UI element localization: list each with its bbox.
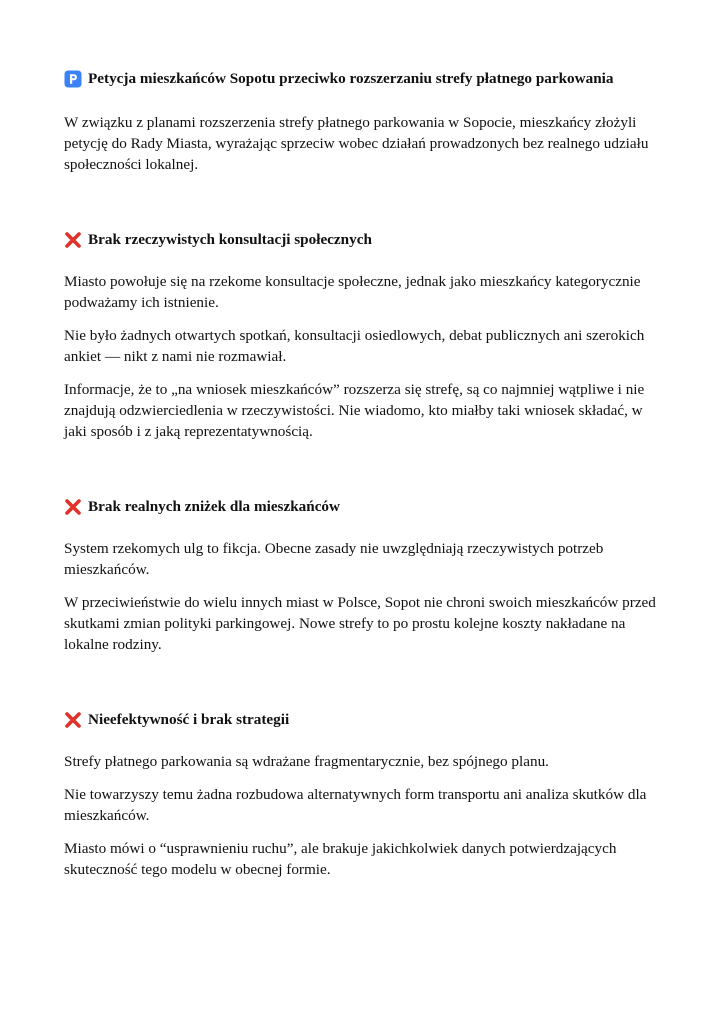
intro-paragraph: W związku z planami rozszerzenia strefy płatnego parkowania w Sopocie, mieszkańcy złożyli petycję do Rady Miasta, wyrażając sprzeciw wobec działań prowadzonych bez realnego udziału społeczności lokalnej. <box>64 114 649 173</box>
section-paragraph: W przeciwieństwie do wielu innych miast w Polsce, Sopot nie chroni swoich mieszkańców przed skutkami zmian polityki parkingowej. Nowe strefy to po prostu kolejne koszty nakładane na lokalne rodziny. <box>64 594 656 653</box>
document-title <box>64 68 664 90</box>
section-heading <box>64 229 664 251</box>
section-heading-text: Brak rzeczywistych konsultacji społecznych <box>88 231 372 248</box>
section-paragraph: Informacje, że to „na wniosek mieszkańców” rozszerza się strefę, są co najmniej wątpliwe i nie znajdują odzwierciedlenia w rzeczywistości. Nie wiadomo, kto miałby taki wniosek składać, w jaki sposób i z jaką reprezentatywnością. <box>64 381 645 440</box>
document-page <box>64 68 664 880</box>
section-heading <box>64 496 664 518</box>
cross-mark-icon <box>64 711 82 729</box>
section-paragraph: Nie było żadnych otwartych spotkań, konsultacji osiedlowych, debat publicznych ani szerokich ankiet — nikt z nami nie rozmawiał. <box>64 327 645 365</box>
cross-mark-icon <box>64 498 82 516</box>
section-discounts <box>64 496 664 655</box>
section-paragraph: Miasto powołuje się na rzekome konsultacje społeczne, jednak jako mieszkańcy kategorycznie podważamy ich istnienie. <box>64 273 641 311</box>
cross-mark-icon <box>64 231 82 249</box>
section-paragraph: Strefy płatnego parkowania są wdrażane fragmentarycznie, bez spójnego planu. <box>64 753 549 770</box>
intro-block <box>64 112 664 175</box>
section-paragraph: Nie towarzyszy temu żadna rozbudowa alternatywnych form transportu ani analiza skutków dla mieszkańców. <box>64 786 647 824</box>
document-title-text: Petycja mieszkańców Sopotu przeciwko rozszerzaniu strefy płatnego parkowania <box>88 70 614 87</box>
section-paragraph: Miasto mówi o “usprawnieniu ruchu”, ale brakuje jakichkolwiek danych potwierdzających skuteczność tego modelu w obecnej formie. <box>64 840 617 878</box>
section-heading-text: Nieefektywność i brak strategii <box>88 711 290 728</box>
section-paragraph: System rzekomych ulg to fikcja. Obecne zasady nie uwzględniają rzeczywistych potrzeb mieszkańców. <box>64 540 604 578</box>
section-strategy <box>64 709 664 880</box>
section-consultations <box>64 229 664 442</box>
section-heading <box>64 709 664 731</box>
parking-p-icon <box>64 70 82 88</box>
section-heading-text: Brak realnych zniżek dla mieszkańców <box>88 498 340 515</box>
